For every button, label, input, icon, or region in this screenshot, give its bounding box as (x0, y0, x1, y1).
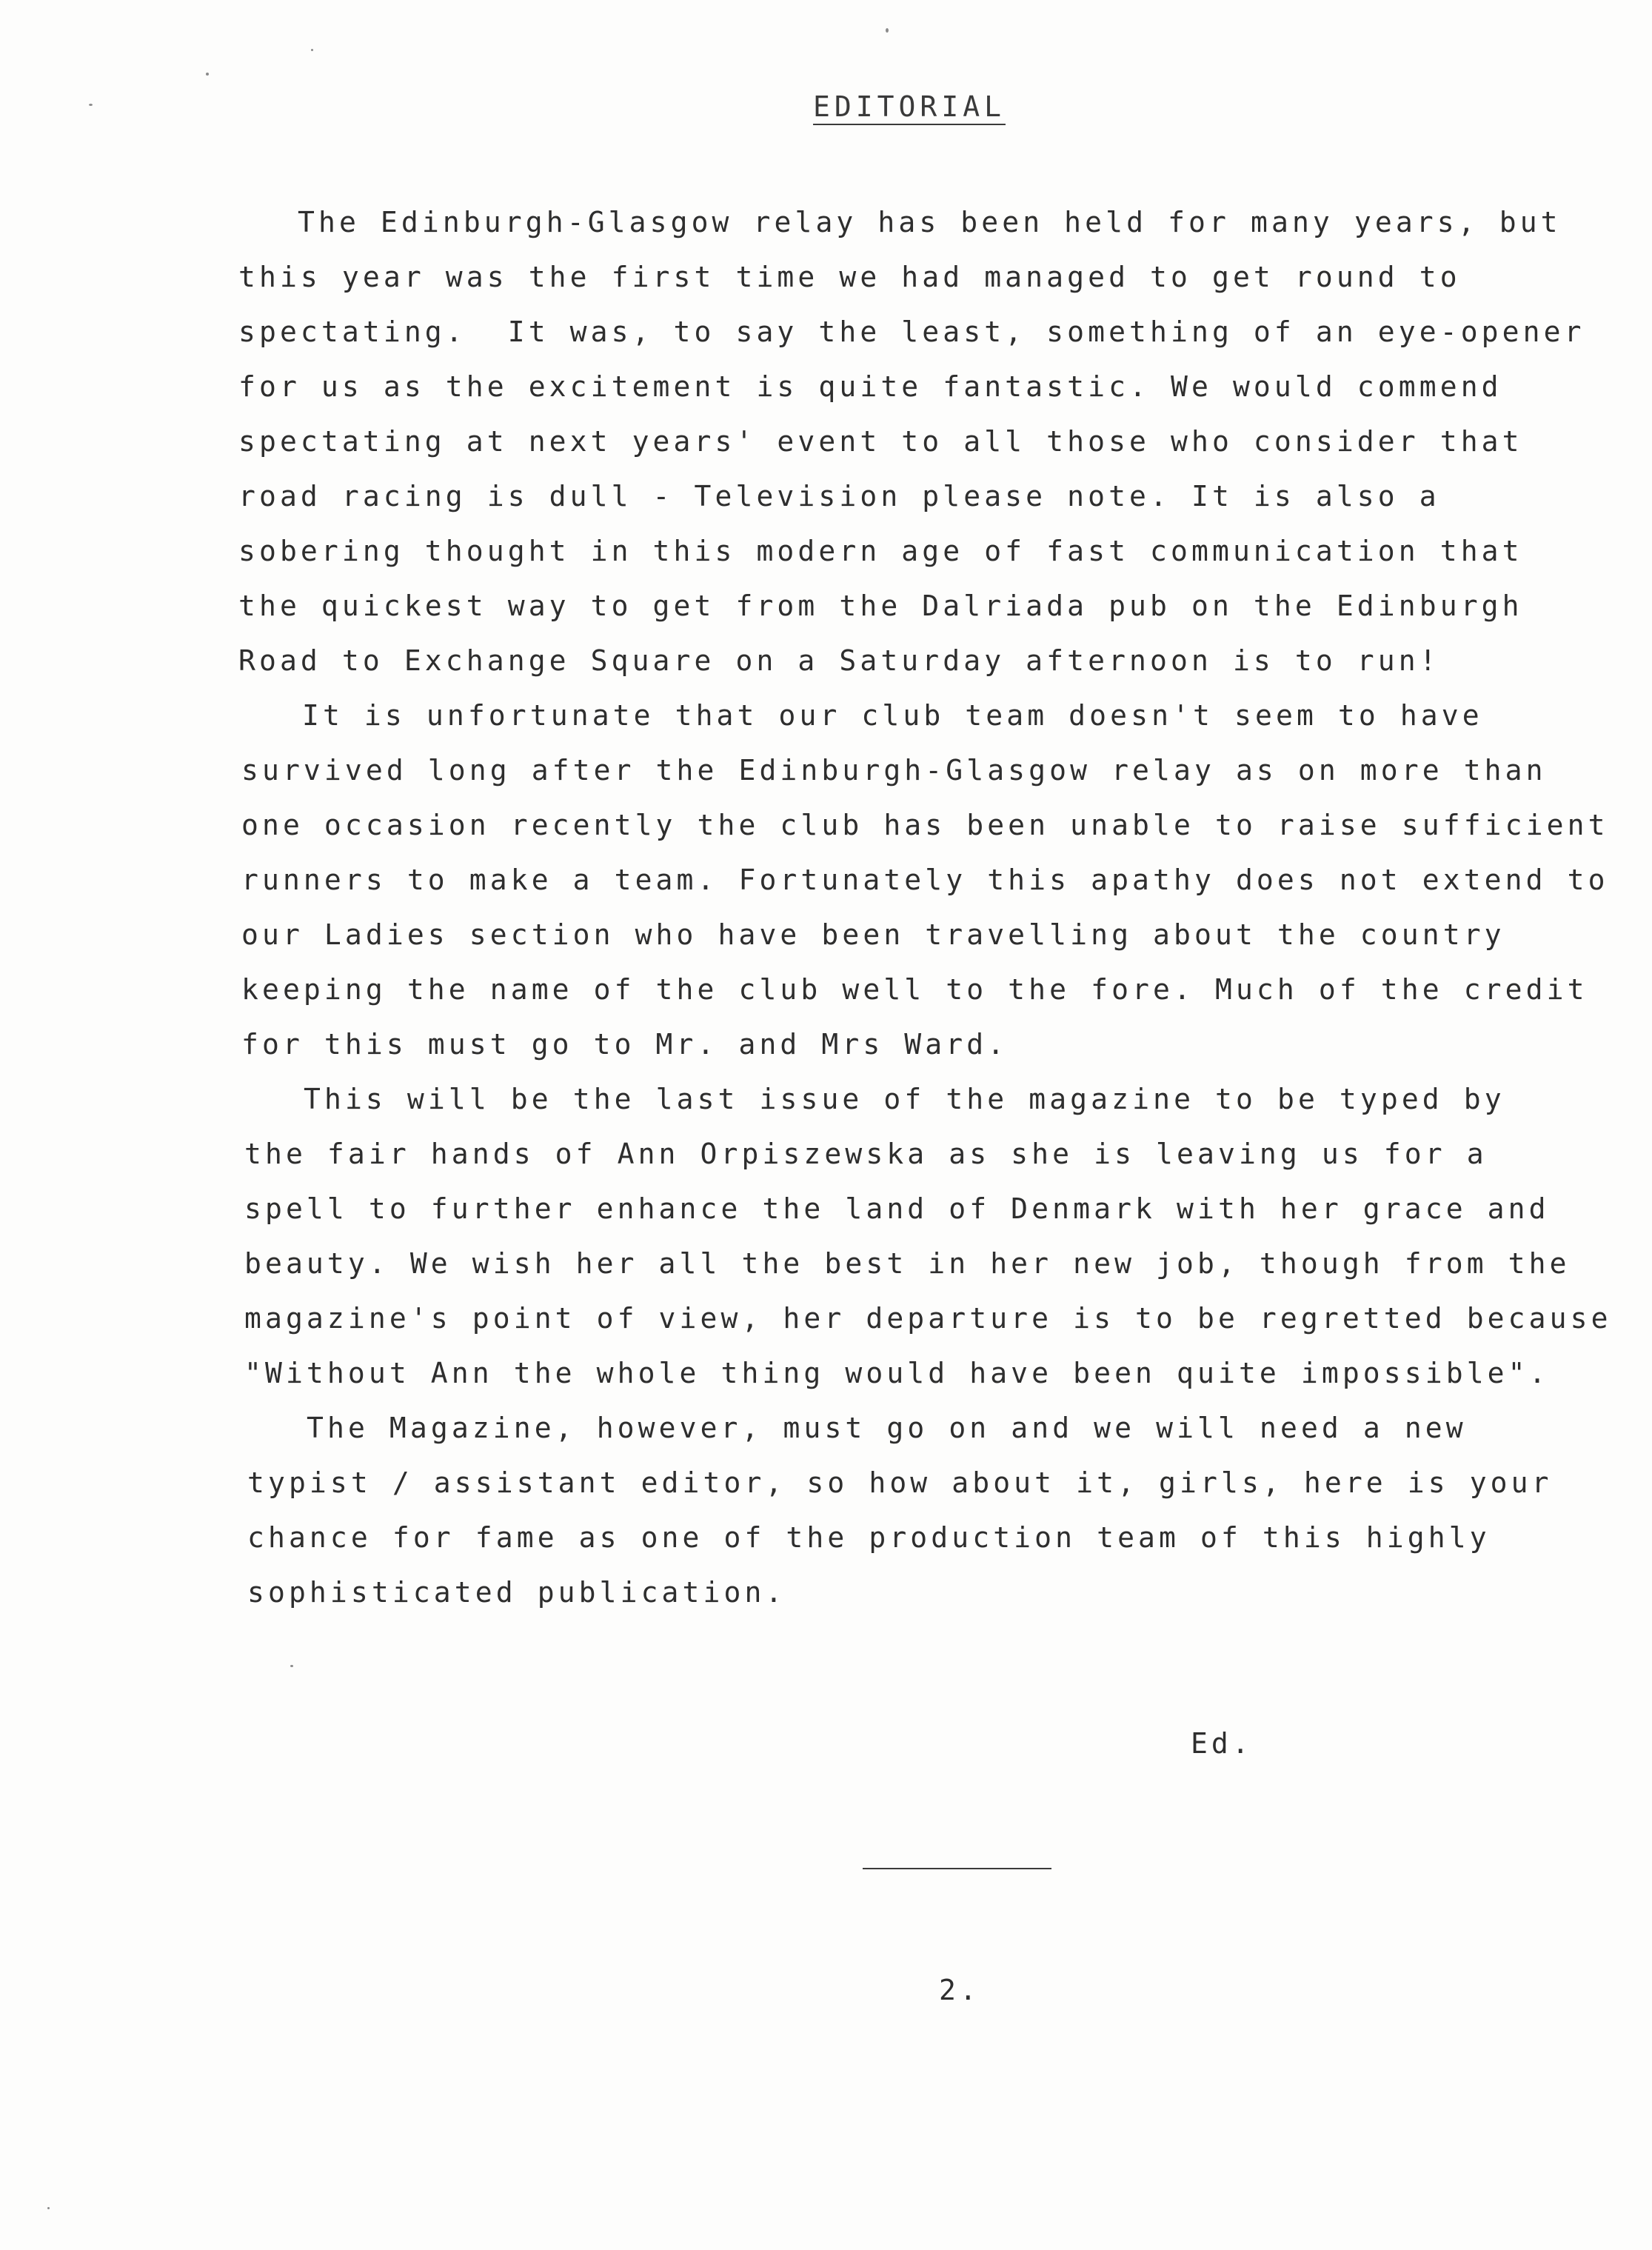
paragraph-4-line-2: typist / assistant editor, so how about it, girls, here is your (247, 1466, 1553, 1499)
paragraph-4-line-4: sophisticated publication. (247, 1576, 786, 1609)
paragraph-1-line-1: The Edinburgh-Glasgow relay has been held for many years, but (298, 206, 1562, 238)
paragraph-1-line-2: this year was the first time we had managed to get round to (238, 261, 1461, 293)
paragraph-2-line-3: one occasion recently the club has been unable to raise sufficient (241, 809, 1609, 841)
paragraph-3-line-1: This will be the last issue of the magazine to be typed by (304, 1083, 1505, 1115)
paragraph-1-line-7: sobering thought in this modern age of fast communication that (238, 535, 1523, 567)
paragraph-1-line-5: spectating at next years' event to all those who consider that (238, 425, 1523, 458)
paragraph-4-line-3: chance for fame as one of the production team of this highly (247, 1521, 1491, 1554)
paragraph-2-line-6: keeping the name of the club well to the fore. Much of the credit (241, 973, 1588, 1006)
paragraph-1-line-3: spectating. It was, to say the least, something of an eye-opener (238, 316, 1585, 348)
scan-speck (290, 1665, 293, 1667)
paragraph-1-line-9: Road to Exchange Square on a Saturday afternoon is to run! (238, 644, 1440, 677)
scan-speck (206, 73, 209, 76)
paragraph-2-line-4: runners to make a team. Fortunately this apathy does not extend to (241, 864, 1609, 896)
paragraph-1-line-4: for us as the excitement is quite fantastic. We would commend (238, 370, 1502, 403)
paragraph-3-line-5: magazine's point of view, her departure is to be regretted because (244, 1302, 1612, 1335)
paragraph-3-line-3: spell to further enhance the land of Denmark with her grace and (244, 1192, 1550, 1225)
scan-speck (89, 104, 93, 106)
paragraph-4-line-1: The Magazine, however, must go on and we will need a new (307, 1412, 1467, 1444)
paragraph-3-line-2: the fair hands of Ann Orpiszewska as she is leaving us for a (244, 1138, 1488, 1170)
paragraph-2-line-1: It is unfortunate that our club team doesn't seem to have (302, 699, 1483, 732)
paragraph-3-line-4: beauty. We wish her all the best in her new job, though from the (244, 1247, 1571, 1280)
paragraph-2-line-7: for this must go to Mr. and Mrs Ward. (241, 1028, 1009, 1061)
paragraph-2-line-5: our Ladies section who have been travelling about the country (241, 918, 1505, 951)
page-title: EDITORIAL (813, 90, 1006, 123)
editor-signature: Ed. (1191, 1727, 1253, 1760)
paragraph-1-line-6: road racing is dull - Television please note. It is also a (238, 480, 1440, 513)
scan-speck (47, 2207, 50, 2209)
page-number: 2. (939, 1974, 980, 2006)
divider-line (863, 1868, 1051, 1869)
scan-speck (886, 28, 889, 33)
paragraph-2-line-2: survived long after the Edinburgh-Glasgow relay as on more than (241, 754, 1547, 787)
scan-speck (311, 49, 313, 51)
paragraph-3-line-6: "Without Ann the whole thing would have been quite impossible". (244, 1357, 1550, 1389)
paragraph-1-line-8: the quickest way to get from the Dalriada pub on the Edinburgh (238, 590, 1523, 622)
